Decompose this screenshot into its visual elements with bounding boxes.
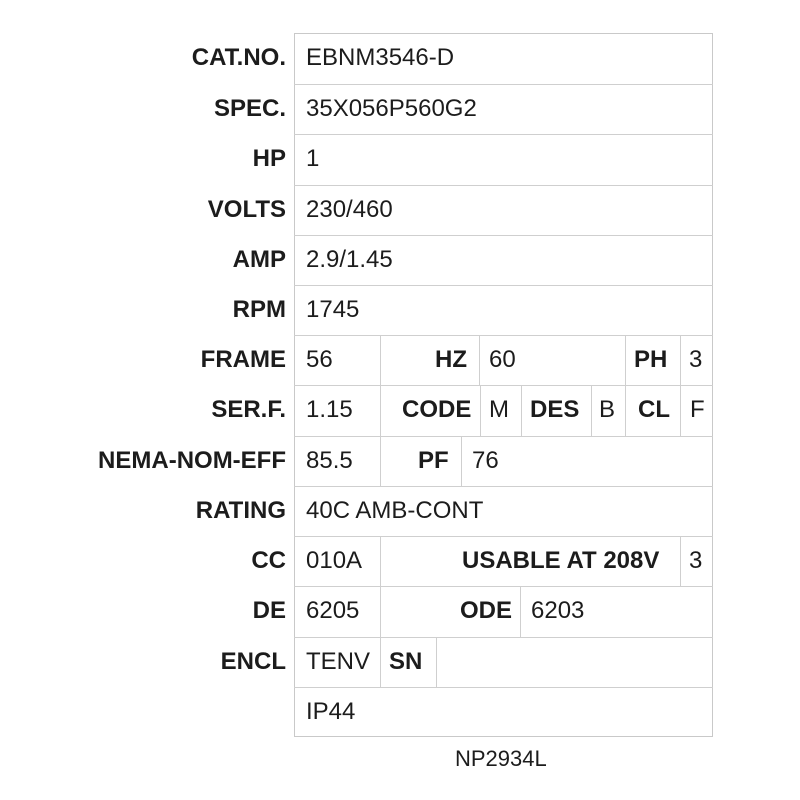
row-divider [294, 687, 713, 688]
cell-divider [520, 586, 521, 637]
amp-value: 2.9/1.45 [306, 246, 393, 273]
hp-label: HP [252, 145, 286, 172]
ser-f-value: 1.15 [306, 396, 353, 423]
spec-value: 35X056P560G2 [306, 95, 477, 122]
des-value: B [599, 396, 616, 423]
cl-value: F [690, 396, 705, 423]
des-label: DES [530, 396, 580, 423]
frame-value: 56 [306, 346, 333, 373]
cc-value: 010A [306, 547, 363, 574]
cell-divider [479, 335, 480, 386]
cell-divider [380, 335, 381, 386]
cell-divider [380, 637, 381, 687]
ode-value: 6203 [531, 597, 585, 624]
encl-label: ENCL [220, 648, 286, 675]
cell-divider [625, 385, 626, 436]
rpm-value: 1745 [306, 296, 360, 323]
de-label: DE [252, 597, 286, 624]
amp-label: AMP [232, 246, 286, 273]
cell-divider [680, 385, 681, 436]
pf-value: 76 [472, 447, 499, 474]
de-value: 6205 [306, 597, 360, 624]
pf-label: PF [418, 447, 449, 474]
sn-label: SN [389, 648, 423, 675]
nema-nom-eff-label: NEMA-NOM-EFF [98, 447, 286, 474]
frame-label: FRAME [200, 346, 286, 373]
spec-label: SPEC. [213, 95, 286, 122]
volts-value: 230/460 [306, 196, 393, 223]
rating-value: 40C AMB-CONT [306, 497, 484, 524]
rating-label: RATING [195, 497, 286, 524]
cat-no-label: CAT.NO. [191, 44, 286, 71]
hz-value: 60 [489, 346, 516, 373]
ip-rating-value: IP44 [306, 698, 356, 725]
code-value: M [489, 396, 509, 423]
cell-divider [380, 385, 381, 436]
cl-label: CL [638, 396, 670, 423]
cc-label: CC [251, 547, 286, 574]
cell-divider [680, 335, 681, 386]
cell-divider [380, 586, 381, 637]
ph-label: PH [634, 346, 668, 373]
cell-divider [461, 436, 462, 486]
hz-label: HZ [435, 346, 467, 373]
rpm-label: RPM [232, 296, 286, 323]
cell-divider [436, 637, 437, 687]
volts-label: VOLTS [207, 196, 286, 223]
encl-value: TENV [306, 648, 371, 675]
row-divider [294, 436, 713, 437]
ode-label: ODE [460, 597, 513, 624]
hp-value: 1 [306, 145, 320, 172]
usable-at-208v-value: 3 [689, 547, 703, 574]
cell-divider [380, 536, 381, 586]
cell-divider [625, 335, 626, 386]
nema-nom-eff-value: 85.5 [306, 447, 353, 474]
ser-f-label: SER.F. [211, 396, 286, 423]
part-number: NP2934L [455, 746, 547, 771]
cell-divider [380, 436, 381, 486]
usable-at-208v-label: USABLE AT 208V [462, 547, 660, 574]
row-divider [294, 134, 713, 135]
cell-divider [521, 385, 522, 436]
cat-no-value: EBNM3546-D [306, 44, 455, 71]
code-label: CODE [402, 396, 472, 423]
cell-divider [591, 385, 592, 436]
cell-divider [480, 385, 481, 436]
cell-divider [680, 536, 681, 586]
ph-value: 3 [689, 346, 703, 373]
